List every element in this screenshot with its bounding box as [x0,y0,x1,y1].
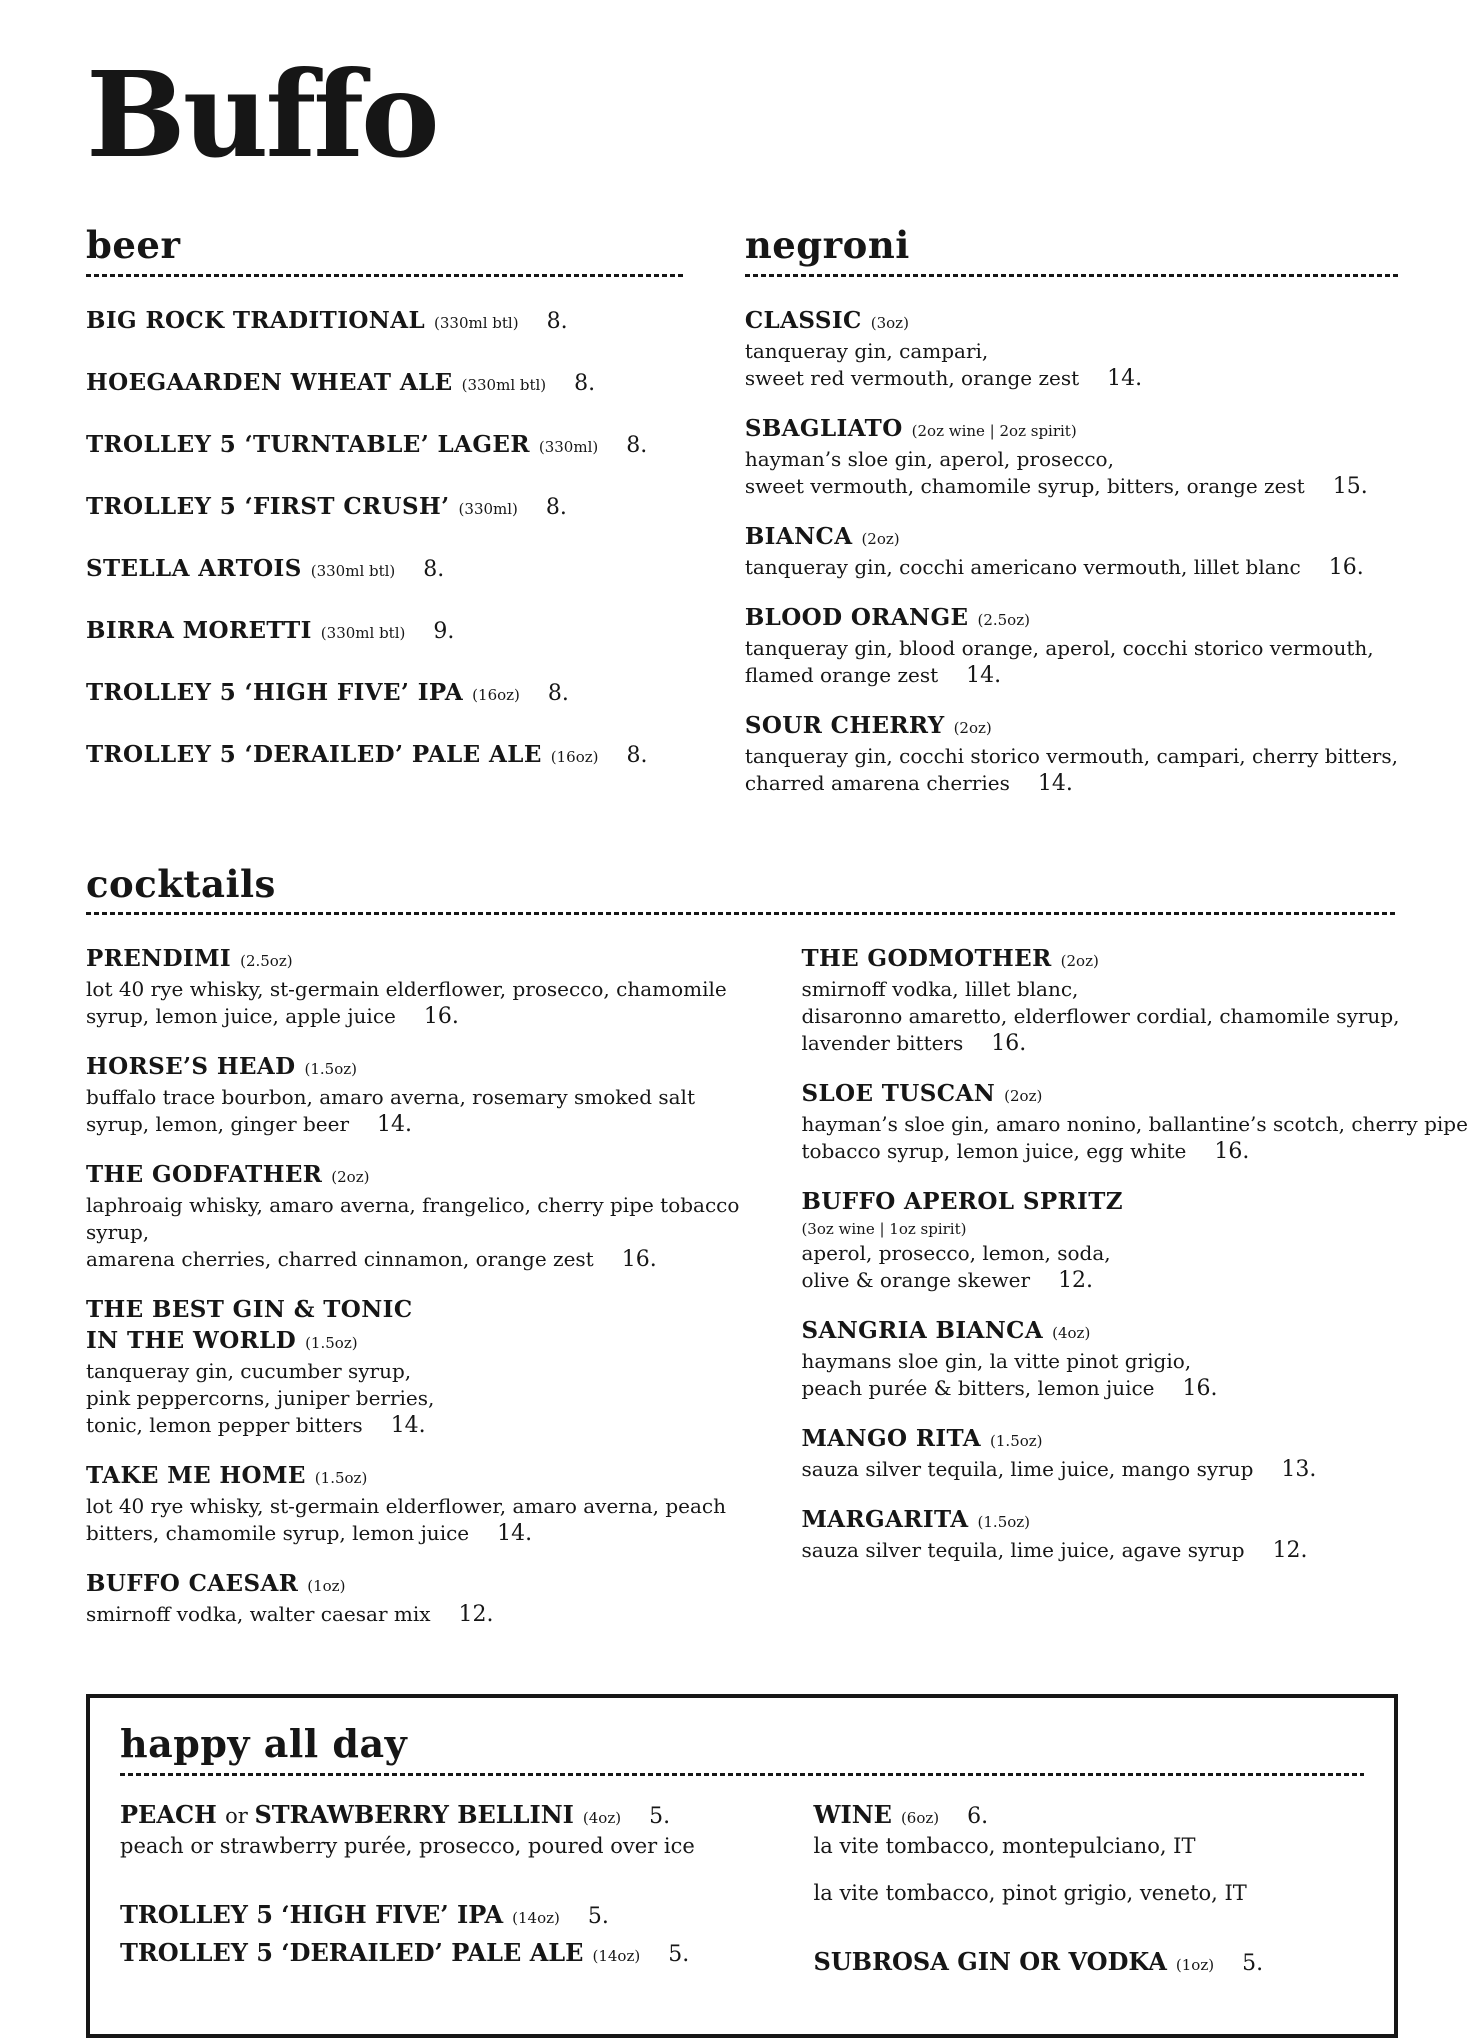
menu-item [86,740,683,772]
happy-columns [120,1800,1364,2002]
item-size: (3oz wine | 1oz spirit) [801,1220,967,1239]
item-description [86,1601,739,1628]
item-price: 13. [1281,1457,1317,1483]
item-price: 14. [390,1413,426,1439]
section-divider [745,274,1398,277]
item-name: HORSE’S HEAD [86,1053,296,1081]
item-size: (2oz) [1060,952,1099,971]
item-name: TROLLEY 5 ‘DERAILED’ PALE ALE [86,740,542,768]
description-line: lavender bitters [801,1031,964,1056]
description-line: syrup, lemon juice, apple juice [86,1004,396,1029]
menu-item [86,306,683,338]
description-line: sauza silver tequila, lime juice, agave syrup [801,1538,1245,1563]
item-name-row [120,1800,770,1833]
item-size: (330ml btl) [434,313,519,332]
item-name-row [801,1505,1467,1537]
item-price: 8. [547,680,569,706]
menu-item [86,616,683,648]
menu-item [745,414,1398,500]
item-name-row [120,1938,770,1971]
item-name-row [801,944,1467,976]
item-size: (2.5oz) [240,952,293,971]
item-name: SANGRIA BIANCA [801,1317,1044,1345]
menu-item [86,1569,739,1628]
cocktails-section-title: cocktails [86,861,276,906]
item-size: (330ml btl) [461,375,547,394]
item-size: (2oz) [861,529,900,548]
item-size: (2oz) [331,1168,370,1187]
description-line: disaronno amaretto, elderflower cordial, chamomile syrup, [801,1004,1400,1029]
description-line: charred amarena cherries [744,770,1010,795]
item-size: (2oz) [953,718,992,737]
item-name-row [86,430,683,462]
item-name-row [86,1326,739,1358]
item-name-row [745,711,1398,743]
item-description [801,1537,1467,1564]
item-description [801,1456,1467,1483]
item-description [801,1111,1467,1165]
item-size: (4oz) [1052,1324,1091,1343]
item-price: 16. [1182,1376,1218,1402]
happy-all-day-title: happy all day [120,1721,408,1767]
description-line: lot 40 rye whisky, st-germain elderflower, amaro averna, peach [86,1494,727,1519]
description-line: flamed orange zest [744,662,939,687]
cocktails-left-column [86,944,739,1650]
item-name: TAKE ME HOME [86,1462,306,1490]
item-name-row [745,603,1398,635]
item-size: (6oz) [900,1808,940,1827]
item-price: 8. [626,742,648,768]
item-name-connector: or [225,1803,255,1828]
section-divider [120,1773,1364,1776]
item-name-row [86,740,683,772]
item-name: MARGARITA [801,1506,969,1534]
item-price: 5. [649,1803,671,1829]
item-name-row [86,368,683,400]
item-price: 14. [1107,365,1143,391]
description-line: la vite tombacco, pinot grigio, veneto, IT [813,1880,1247,1905]
item-name: PRENDIMI [86,945,232,973]
top-sections [86,224,1398,819]
section-divider [86,912,1398,915]
item-description [745,446,1398,500]
item-description [745,743,1398,797]
description-line: amarena cherries, charred cinnamon, orange zest [86,1247,594,1272]
item-name-row [801,1187,1467,1218]
item-name-row [745,414,1398,446]
item-size: (1oz) [307,1577,346,1596]
item-name: SUBROSA GIN OR VODKA [813,1946,1167,1976]
item-price: 9. [433,618,455,644]
negroni-section-title: negroni [744,223,910,267]
item-name: BUFFO CAESAR [86,1570,299,1598]
item-name-row [86,1569,739,1601]
cocktails-columns [86,944,1468,1650]
description-line: tobacco syrup, lemon juice, egg white [801,1139,1187,1164]
description-line: tanqueray gin, cocchi americano vermouth, lillet blanc [744,554,1301,579]
item-description [86,1358,739,1439]
menu-item [86,1461,739,1547]
item-size: (14oz) [592,1946,641,1965]
item-name: TROLLEY 5 ‘HIGH FIVE’ IPA [120,1899,504,1929]
item-description [745,635,1398,689]
item-price: 14. [1037,770,1073,796]
description-line: lot 40 rye whisky, st-germain elderflower, prosecco, chamomile [86,977,727,1002]
description-line: pink peppercorns, juniper berries, [86,1386,435,1411]
item-name: MANGO RITA [801,1425,982,1453]
item-price: 8. [574,370,596,396]
item-price: 5. [587,1903,609,1929]
item-name-row [814,1947,1364,1980]
item-price: 16. [423,1004,459,1030]
item-name: TROLLEY 5 ‘TURNTABLE’ LAGER [86,430,530,458]
menu-item [86,1160,739,1273]
item-name: SLOE TUSCAN [801,1080,996,1108]
item-size: (1.5oz) [304,1060,357,1079]
item-price: 16. [621,1247,657,1273]
item-price: 8. [546,308,568,334]
item-price: 16. [991,1031,1027,1057]
description-line: sweet vermouth, chamomile syrup, bitters, orange zest [744,473,1305,498]
description-line: smirnoff vodka, lillet blanc, [801,977,1079,1002]
item-description [86,1493,739,1547]
item-name: STELLA ARTOIS [86,554,302,582]
item-name-row [86,554,683,586]
item-size: (2oz wine | 2oz spirit) [911,421,1077,440]
item-size: (4oz) [582,1808,622,1827]
item-name: BUFFO APEROL SPRITZ [801,1188,1123,1216]
description-line: syrup, [86,1220,150,1245]
item-description [745,338,1398,392]
menu-item [814,1947,1364,1980]
menu-item [801,1079,1467,1165]
item-size: (1.5oz) [305,1334,358,1353]
item-size: (1.5oz) [314,1469,368,1488]
item-name-row [86,492,683,524]
menu-item [86,430,683,462]
item-size: (2oz) [1004,1087,1043,1106]
item-price: 14. [497,1521,533,1547]
item-name-row [801,1424,1467,1456]
item-name-row [814,1800,1364,1833]
item-price: 14. [377,1112,413,1138]
item-name: IN THE WORLD [86,1327,297,1355]
item-name-row [801,1079,1467,1111]
item-size: (330ml) [458,499,518,518]
item-name-row [86,1295,739,1326]
item-name: TROLLEY 5 ‘DERAILED’ PALE ALE [120,1937,584,1967]
section-divider [86,274,683,277]
description-line: syrup, lemon, ginger beer [86,1112,350,1137]
item-name: SOUR CHERRY [744,711,945,739]
item-description [801,976,1467,1057]
item-name-row [745,522,1398,554]
description-line: bitters, chamomile syrup, lemon juice [86,1521,470,1546]
description-line: sauza silver tequila, lime juice, mango syrup [801,1457,1254,1482]
item-name: PEACH [120,1799,226,1829]
item-name: BIANCA [744,522,853,550]
description-line: tanqueray gin, cocchi storico vermouth, campari, cherry bitters, [744,743,1398,768]
item-name: THE BEST GIN & TONIC [86,1296,413,1324]
menu-item [745,603,1398,689]
item-description [120,1833,770,1860]
beer-section-title: beer [86,223,181,267]
item-name-row [745,306,1398,338]
item-price: 16. [1214,1139,1250,1165]
description-line: tanqueray gin, blood orange, aperol, cocchi storico vermouth, [744,635,1374,660]
cocktails-section [86,861,1468,1651]
item-name-row [86,306,683,338]
description-line: buffalo trace bourbon, amaro averna, rosemary smoked salt [86,1085,695,1110]
description-line: laphroaig whisky, amaro averna, frangelico, cherry pipe tobacco [86,1193,740,1218]
item-size: (16oz) [472,685,520,704]
menu-item [86,1295,739,1439]
menu-item [814,1800,1364,1907]
beer-items [86,306,683,772]
item-description [86,1192,739,1273]
menu-page [0,45,1484,2038]
description-line: la vite tombacco, montepulciano, IT [813,1833,1196,1858]
description-line: hayman’s sloe gin, aperol, prosecco, [744,446,1114,471]
item-size: (16oz) [550,747,599,766]
item-description [801,1240,1467,1294]
item-price: 16. [1328,554,1364,580]
happy-all-day-section [86,1694,1398,2038]
item-description [745,554,1398,581]
item-name: BLOOD ORANGE [744,603,969,631]
menu-item [120,1900,770,1933]
item-name: TROLLEY 5 ‘FIRST CRUSH’ [86,492,450,520]
item-description [814,1833,1364,1907]
item-name: WINE [813,1799,892,1829]
menu-item [120,1938,770,1971]
item-price: 8. [626,432,648,458]
item-price: 12. [1272,1538,1308,1564]
item-size: (3oz) [870,313,909,332]
item-name-row [86,1461,739,1493]
description-line: aperol, prosecco, lemon, soda, [801,1241,1111,1266]
item-price: 8. [545,494,567,520]
description-line: olive & orange skewer [801,1268,1031,1293]
item-name: THE GODMOTHER [801,945,1052,973]
item-size: (2.5oz) [977,610,1030,629]
description-line: tonic, lemon pepper bitters [86,1413,363,1438]
item-price: 12. [458,1602,494,1628]
item-name-row [86,944,739,976]
item-name-row [86,678,683,710]
description-line: tanqueray gin, campari, [744,338,989,363]
description-line: sweet red vermouth, orange zest [744,365,1080,390]
menu-item [86,944,739,1030]
item-name: THE GODFATHER [86,1161,323,1189]
negroni-section [745,224,1398,819]
item-name: BIG ROCK TRADITIONAL [86,306,426,334]
menu-item [120,1800,770,1860]
item-name-row [801,1316,1467,1348]
menu-item [86,554,683,586]
menu-item [801,1505,1467,1564]
item-size: (330ml btl) [320,623,406,642]
negroni-items [745,306,1398,797]
item-size: (14oz) [512,1908,560,1927]
item-size: (330ml) [538,437,599,456]
item-description [86,1084,739,1138]
happy-left-column [120,1800,770,2002]
cocktails-right-column [801,944,1467,1650]
item-price: 6. [967,1803,989,1829]
menu-item [86,492,683,524]
menu-item [801,1424,1467,1483]
menu-item [745,306,1398,392]
item-price: 8. [423,556,445,582]
item-price: 12. [1058,1268,1094,1294]
item-name: BIRRA MORETTI [86,616,312,644]
menu-item [801,1187,1467,1294]
description-line: peach or strawberry purée, prosecco, poured over ice [120,1833,695,1858]
menu-item [801,944,1467,1057]
item-description [86,976,739,1030]
menu-item [86,1052,739,1138]
item-name-row [120,1900,770,1933]
description-line: haymans sloe gin, la vitte pinot grigio, [801,1349,1192,1374]
menu-item [801,1316,1467,1402]
brand-logo: Buffo [86,45,437,184]
item-name: HOEGAARDEN WHEAT ALE [86,368,453,396]
menu-item [86,368,683,400]
item-price: 14. [966,662,1002,688]
item-name-row [86,616,683,648]
item-name-row [86,1052,739,1084]
beer-section [86,224,683,819]
menu-item [745,522,1398,581]
item-name: SBAGLIATO [744,414,903,442]
item-size: (330ml btl) [310,561,396,580]
happy-right-column [814,1800,1364,2002]
item-size: (1oz) [1175,1955,1215,1974]
item-name: CLASSIC [744,306,862,334]
item-description [801,1348,1467,1402]
description-line: peach purée & bitters, lemon juice [801,1376,1155,1401]
description-line: smirnoff vodka, walter caesar mix [86,1602,431,1627]
item-name: TROLLEY 5 ‘HIGH FIVE’ IPA [86,678,464,706]
item-price: 5. [1242,1950,1264,1976]
item-size: (1.5oz) [977,1513,1031,1532]
item-name-row [86,1160,739,1192]
description-line: hayman’s sloe gin, amaro nonino, ballantine’s scotch, cherry pipe [801,1112,1468,1137]
item-price: 15. [1332,473,1368,499]
item-price: 5. [668,1941,690,1967]
item-size: (1.5oz) [990,1432,1043,1451]
menu-item [86,678,683,710]
description-line: tanqueray gin, cucumber syrup, [86,1359,412,1384]
item-name: STRAWBERRY BELLINI [254,1799,574,1829]
description-gap [814,1860,1364,1880]
menu-item [745,711,1398,797]
